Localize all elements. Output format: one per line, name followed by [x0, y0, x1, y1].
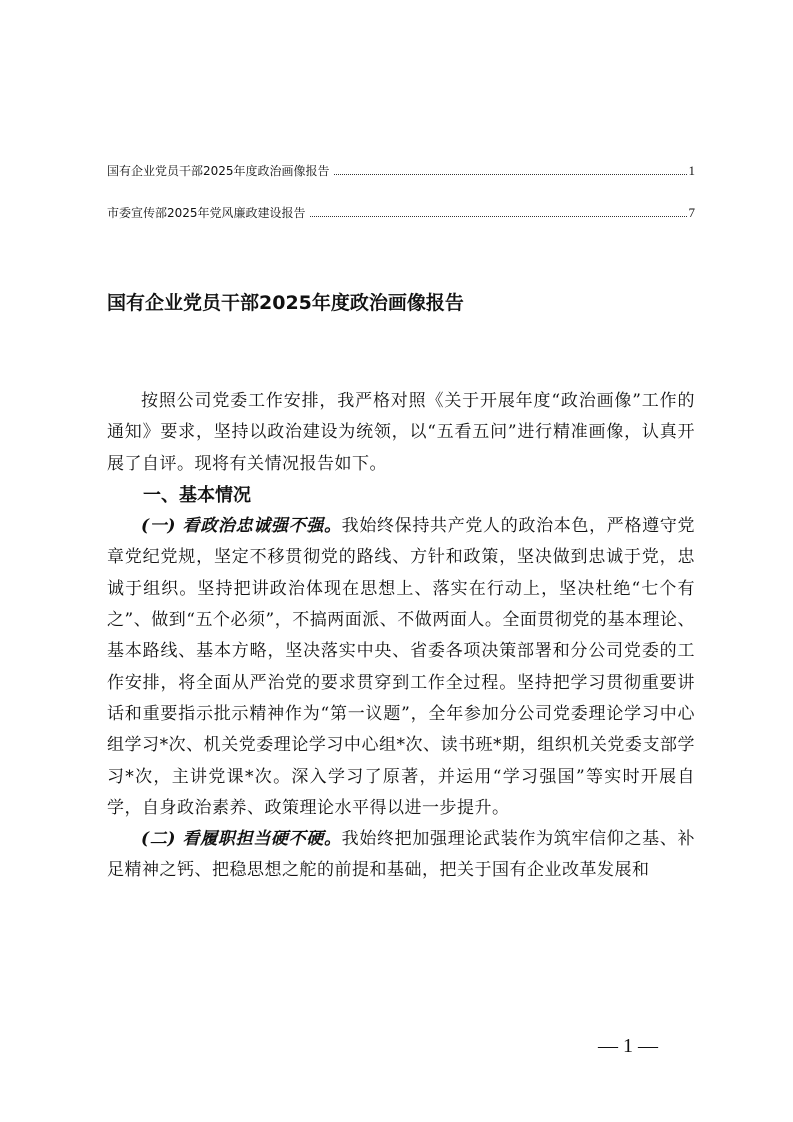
toc-leader-dots	[310, 215, 687, 217]
toc-entry[interactable]	[107, 160, 695, 182]
item-text: 我始终保持共产党人的政治本色，严格遵守党章党纪党规，坚定不移贯彻党的路线、方针和政策，坚决做到忠诚于党，忠诚于组织。坚持把讲政治体现在思想上、落实在行动上，坚决杜绝“七个有之”、做到“五个必须”，不搞两面派、不做两面人。全面贯彻党的基本理论、基本路线、基本方略，坚决落实中央、省委各项决策部署和分公司党委的工作安排，将全面从严治党的要求贯穿到工作全过程。坚持把学习贯彻重要讲话和重要指示批示精神作为“第一议题”，全年参加分公司党委理论学习中心组学习*次、机关党委理论学习中心组*次、读书班*期，组织机关党委支部学习*次，主讲党课*次。深入学习了原著，并运用“学习强国”等实时开展自学，自身政治素养、政策理论水平得以进一步提升。	[107, 516, 696, 818]
item-lead: (一) 看政治忠诚强不强。	[141, 516, 342, 537]
document-title: 国有企业党员干部2025年度政治画像报告	[107, 292, 464, 314]
toc-entry-page: 1	[688, 163, 695, 178]
intro-paragraph: 按照公司党委工作安排，我严格对照《关于开展年度“政治画像”工作的通知》要求，坚持以政治建设为统领，以“五看五问”进行精准画像，认真开展了自评。现将有关情况报告如下。	[107, 391, 695, 474]
section-item-paragraph	[107, 511, 695, 824]
page-number: — 1 —	[598, 1035, 658, 1057]
toc-entry-title: 国有企业党员干部2025年度政治画像报告	[107, 164, 330, 178]
toc-leader-dots	[334, 173, 687, 175]
document-body	[107, 386, 695, 887]
item-lead: (二) 看履职担当硬不硬。	[141, 829, 342, 850]
section-heading: 一、基本情况	[143, 484, 251, 506]
toc-entry-title: 市委宣传部2025年党风廉政建设报告	[107, 206, 306, 220]
toc-entry[interactable]	[107, 202, 695, 224]
table-of-contents	[107, 160, 695, 224]
item-text: 我始终把加强理论武装作为筑牢信仰之基、补足精神之钙、把稳思想之舵的前提和基础，把关于国有企业改革发展和	[107, 829, 696, 881]
section-item-paragraph	[107, 824, 695, 887]
toc-entry-page: 7	[688, 205, 695, 220]
